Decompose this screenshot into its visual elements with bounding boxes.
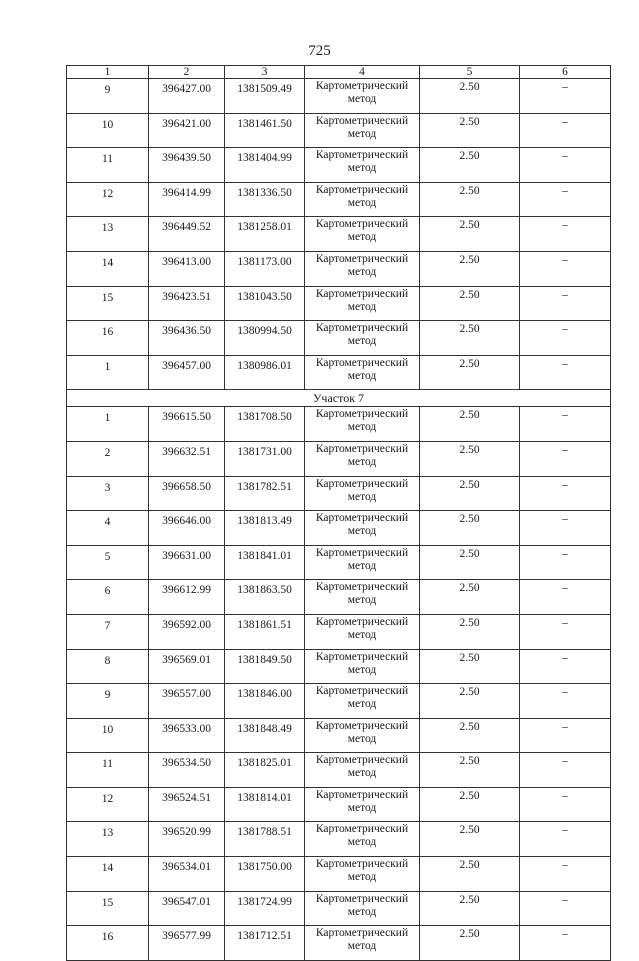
accuracy-cell: 2.50	[420, 580, 520, 615]
table-row	[67, 251, 611, 286]
accuracy-cell: 2.50	[420, 684, 520, 719]
header-cell: 2	[149, 66, 225, 79]
method-line-1: Картометрический	[315, 218, 409, 231]
method-cell	[305, 926, 420, 961]
method-cell	[305, 580, 420, 615]
note-cell: –	[520, 79, 611, 114]
method-line-1: Картометрический	[315, 287, 409, 300]
method-line-1: Картометрический	[315, 512, 409, 525]
accuracy-cell: 2.50	[420, 113, 520, 148]
table-row	[67, 355, 611, 390]
section-title: Участок 7	[67, 390, 611, 407]
x-coordinate-cell: 396449.52	[149, 217, 225, 252]
note-cell: –	[520, 614, 611, 649]
method-line-2: метод	[347, 559, 377, 572]
point-number-cell: 11	[67, 753, 149, 788]
method-line-1: Картометрический	[315, 823, 409, 836]
point-number-cell: 8	[67, 649, 149, 684]
method-cell	[305, 217, 420, 252]
accuracy-cell: 2.50	[420, 286, 520, 321]
point-number-cell: 10	[67, 718, 149, 753]
accuracy-cell: 2.50	[420, 476, 520, 511]
y-coordinate-cell: 1381404.99	[225, 148, 305, 183]
accuracy-cell: 2.50	[420, 355, 520, 390]
point-number-cell: 16	[67, 321, 149, 356]
table-row	[67, 441, 611, 476]
x-coordinate-cell: 396423.51	[149, 286, 225, 321]
table-row	[67, 580, 611, 615]
note-cell: –	[520, 580, 611, 615]
page-number: 725	[308, 43, 331, 59]
table-row	[67, 217, 611, 252]
y-coordinate-cell: 1381814.01	[225, 787, 305, 822]
method-line-1: Картометрический	[315, 685, 409, 698]
accuracy-cell: 2.50	[420, 79, 520, 114]
method-cell	[305, 822, 420, 857]
method-line-2: метод	[347, 698, 377, 711]
x-coordinate-cell: 396632.51	[149, 441, 225, 476]
method-cell	[305, 787, 420, 822]
table-row	[67, 891, 611, 926]
method-line-1: Картометрический	[315, 546, 409, 559]
point-number-cell: 13	[67, 822, 149, 857]
y-coordinate-cell: 1381708.50	[225, 407, 305, 442]
method-line-2: метод	[347, 335, 377, 348]
point-number-cell: 6	[67, 580, 149, 615]
method-line-2: метод	[347, 455, 377, 468]
point-number-cell: 10	[67, 113, 149, 148]
x-coordinate-cell: 396557.00	[149, 684, 225, 719]
note-cell: –	[520, 857, 611, 892]
accuracy-cell: 2.50	[420, 217, 520, 252]
x-coordinate-cell: 396524.51	[149, 787, 225, 822]
table-row	[67, 857, 611, 892]
note-cell: –	[520, 113, 611, 148]
note-cell: –	[520, 822, 611, 857]
method-line-1: Картометрический	[315, 650, 409, 663]
method-line-2: метод	[347, 594, 377, 607]
method-line-1: Картометрический	[315, 927, 409, 940]
y-coordinate-cell: 1381509.49	[225, 79, 305, 114]
method-line-2: метод	[347, 162, 377, 175]
point-number-cell: 2	[67, 441, 149, 476]
table-row	[67, 511, 611, 546]
table-row	[67, 787, 611, 822]
table-row	[67, 182, 611, 217]
method-line-2: метод	[347, 421, 377, 434]
x-coordinate-cell: 396534.50	[149, 753, 225, 788]
method-cell	[305, 251, 420, 286]
method-line-1: Картометрический	[315, 477, 409, 490]
method-line-2: метод	[347, 663, 377, 676]
method-line-1: Картометрический	[315, 322, 409, 335]
note-cell: –	[520, 718, 611, 753]
table-row	[67, 545, 611, 580]
method-line-2: метод	[347, 767, 377, 780]
x-coordinate-cell: 396520.99	[149, 822, 225, 857]
y-coordinate-cell: 1381258.01	[225, 217, 305, 252]
table-header-row	[67, 66, 611, 79]
point-number-cell: 9	[67, 684, 149, 719]
note-cell: –	[520, 684, 611, 719]
method-line-1: Картометрический	[315, 719, 409, 732]
x-coordinate-cell: 396658.50	[149, 476, 225, 511]
method-line-1: Картометрический	[315, 149, 409, 162]
method-line-2: метод	[347, 628, 377, 641]
note-cell: –	[520, 891, 611, 926]
x-coordinate-cell: 396612.99	[149, 580, 225, 615]
method-line-2: метод	[347, 836, 377, 849]
method-line-1: Картометрический	[315, 114, 409, 127]
note-cell: –	[520, 286, 611, 321]
x-coordinate-cell: 396577.99	[149, 926, 225, 961]
method-cell	[305, 148, 420, 183]
note-cell: –	[520, 407, 611, 442]
method-line-1: Картометрический	[315, 615, 409, 628]
point-number-cell: 15	[67, 286, 149, 321]
method-cell	[305, 891, 420, 926]
table-row	[67, 321, 611, 356]
accuracy-cell: 2.50	[420, 182, 520, 217]
header-cell: 1	[67, 66, 149, 79]
accuracy-cell: 2.50	[420, 649, 520, 684]
accuracy-cell: 2.50	[420, 148, 520, 183]
accuracy-cell: 2.50	[420, 822, 520, 857]
point-number-cell: 14	[67, 251, 149, 286]
method-line-1: Картометрический	[315, 183, 409, 196]
note-cell: –	[520, 251, 611, 286]
header-cell: 4	[305, 66, 420, 79]
y-coordinate-cell: 1381863.50	[225, 580, 305, 615]
y-coordinate-cell: 1381173.00	[225, 251, 305, 286]
point-number-cell: 13	[67, 217, 149, 252]
method-cell	[305, 321, 420, 356]
y-coordinate-cell: 1381750.00	[225, 857, 305, 892]
table-row	[67, 113, 611, 148]
method-line-2: метод	[347, 231, 377, 244]
method-cell	[305, 113, 420, 148]
method-line-2: метод	[347, 525, 377, 538]
table-row	[67, 286, 611, 321]
y-coordinate-cell: 1381813.49	[225, 511, 305, 546]
note-cell: –	[520, 321, 611, 356]
note-cell: –	[520, 476, 611, 511]
table-row	[67, 79, 611, 114]
accuracy-cell: 2.50	[420, 614, 520, 649]
method-line-2: метод	[347, 732, 377, 745]
point-number-cell: 9	[67, 79, 149, 114]
note-cell: –	[520, 217, 611, 252]
table-row	[67, 822, 611, 857]
note-cell: –	[520, 787, 611, 822]
point-number-cell: 14	[67, 857, 149, 892]
note-cell: –	[520, 182, 611, 217]
accuracy-cell: 2.50	[420, 753, 520, 788]
method-line-2: метод	[347, 801, 377, 814]
method-line-1: Картометрический	[315, 408, 409, 421]
point-number-cell: 15	[67, 891, 149, 926]
table-row	[67, 148, 611, 183]
method-cell	[305, 753, 420, 788]
point-number-cell: 16	[67, 926, 149, 961]
table-row	[67, 476, 611, 511]
method-line-2: метод	[347, 127, 377, 140]
table-row	[67, 718, 611, 753]
x-coordinate-cell: 396534.01	[149, 857, 225, 892]
method-cell	[305, 614, 420, 649]
method-cell	[305, 857, 420, 892]
note-cell: –	[520, 753, 611, 788]
accuracy-cell: 2.50	[420, 441, 520, 476]
method-line-1: Картометрический	[315, 252, 409, 265]
x-coordinate-cell: 396421.00	[149, 113, 225, 148]
y-coordinate-cell: 1381782.51	[225, 476, 305, 511]
accuracy-cell: 2.50	[420, 891, 520, 926]
x-coordinate-cell: 396646.00	[149, 511, 225, 546]
method-line-2: метод	[347, 300, 377, 313]
point-number-cell: 7	[67, 614, 149, 649]
y-coordinate-cell: 1381825.01	[225, 753, 305, 788]
x-coordinate-cell: 396427.00	[149, 79, 225, 114]
y-coordinate-cell: 1381461.50	[225, 113, 305, 148]
coordinates-table	[66, 65, 611, 961]
header-cell: 6	[520, 66, 611, 79]
method-line-1: Картометрический	[315, 754, 409, 767]
point-number-cell: 3	[67, 476, 149, 511]
accuracy-cell: 2.50	[420, 251, 520, 286]
y-coordinate-cell: 1381712.51	[225, 926, 305, 961]
point-number-cell: 12	[67, 787, 149, 822]
method-cell	[305, 511, 420, 546]
method-line-2: метод	[347, 905, 377, 918]
method-line-2: метод	[347, 369, 377, 382]
accuracy-cell: 2.50	[420, 545, 520, 580]
x-coordinate-cell: 396547.01	[149, 891, 225, 926]
accuracy-cell: 2.50	[420, 926, 520, 961]
method-cell	[305, 684, 420, 719]
point-number-cell: 11	[67, 148, 149, 183]
point-number-cell: 1	[67, 355, 149, 390]
header-cell: 5	[420, 66, 520, 79]
method-cell	[305, 649, 420, 684]
method-line-1: Картометрический	[315, 80, 409, 92]
method-line-1: Картометрический	[315, 581, 409, 594]
table-row	[67, 614, 611, 649]
note-cell: –	[520, 511, 611, 546]
y-coordinate-cell: 1381861.51	[225, 614, 305, 649]
method-cell	[305, 79, 420, 114]
table-row	[67, 407, 611, 442]
table-row	[67, 649, 611, 684]
method-cell	[305, 545, 420, 580]
x-coordinate-cell: 396533.00	[149, 718, 225, 753]
y-coordinate-cell: 1381336.50	[225, 182, 305, 217]
point-number-cell: 5	[67, 545, 149, 580]
accuracy-cell: 2.50	[420, 321, 520, 356]
method-line-2: метод	[347, 490, 377, 503]
accuracy-cell: 2.50	[420, 857, 520, 892]
note-cell: –	[520, 355, 611, 390]
y-coordinate-cell: 1381724.99	[225, 891, 305, 926]
method-cell	[305, 441, 420, 476]
y-coordinate-cell: 1381788.51	[225, 822, 305, 857]
point-number-cell: 12	[67, 182, 149, 217]
table-row	[67, 926, 611, 961]
method-cell	[305, 286, 420, 321]
method-line-2: метод	[347, 196, 377, 209]
x-coordinate-cell: 396414.99	[149, 182, 225, 217]
method-line-2: метод	[347, 871, 377, 884]
method-line-2: метод	[347, 93, 377, 105]
x-coordinate-cell: 396592.00	[149, 614, 225, 649]
method-line-1: Картометрический	[315, 442, 409, 455]
note-cell: –	[520, 148, 611, 183]
x-coordinate-cell: 396413.00	[149, 251, 225, 286]
note-cell: –	[520, 649, 611, 684]
y-coordinate-cell: 1381848.49	[225, 718, 305, 753]
x-coordinate-cell: 396436.50	[149, 321, 225, 356]
table-row	[67, 684, 611, 719]
note-cell: –	[520, 545, 611, 580]
y-coordinate-cell: 1381043.50	[225, 286, 305, 321]
y-coordinate-cell: 1380994.50	[225, 321, 305, 356]
x-coordinate-cell: 396439.50	[149, 148, 225, 183]
method-line-2: метод	[347, 940, 377, 953]
table-row	[67, 753, 611, 788]
x-coordinate-cell: 396569.01	[149, 649, 225, 684]
method-line-1: Картометрический	[315, 858, 409, 871]
y-coordinate-cell: 1380986.01	[225, 355, 305, 390]
x-coordinate-cell: 396457.00	[149, 355, 225, 390]
method-cell	[305, 355, 420, 390]
method-line-1: Картометрический	[315, 892, 409, 905]
section-row	[67, 390, 611, 407]
y-coordinate-cell: 1381849.50	[225, 649, 305, 684]
accuracy-cell: 2.50	[420, 511, 520, 546]
method-cell	[305, 476, 420, 511]
method-cell	[305, 407, 420, 442]
method-line-1: Картометрический	[315, 788, 409, 801]
method-line-2: метод	[347, 265, 377, 278]
accuracy-cell: 2.50	[420, 787, 520, 822]
y-coordinate-cell: 1381841.01	[225, 545, 305, 580]
method-cell	[305, 182, 420, 217]
accuracy-cell: 2.50	[420, 718, 520, 753]
point-number-cell: 4	[67, 511, 149, 546]
x-coordinate-cell: 396615.50	[149, 407, 225, 442]
header-cell: 3	[225, 66, 305, 79]
x-coordinate-cell: 396631.00	[149, 545, 225, 580]
y-coordinate-cell: 1381846.00	[225, 684, 305, 719]
method-line-1: Картометрический	[315, 356, 409, 369]
note-cell: –	[520, 441, 611, 476]
point-number-cell: 1	[67, 407, 149, 442]
method-cell	[305, 718, 420, 753]
y-coordinate-cell: 1381731.00	[225, 441, 305, 476]
accuracy-cell: 2.50	[420, 407, 520, 442]
note-cell: –	[520, 926, 611, 961]
